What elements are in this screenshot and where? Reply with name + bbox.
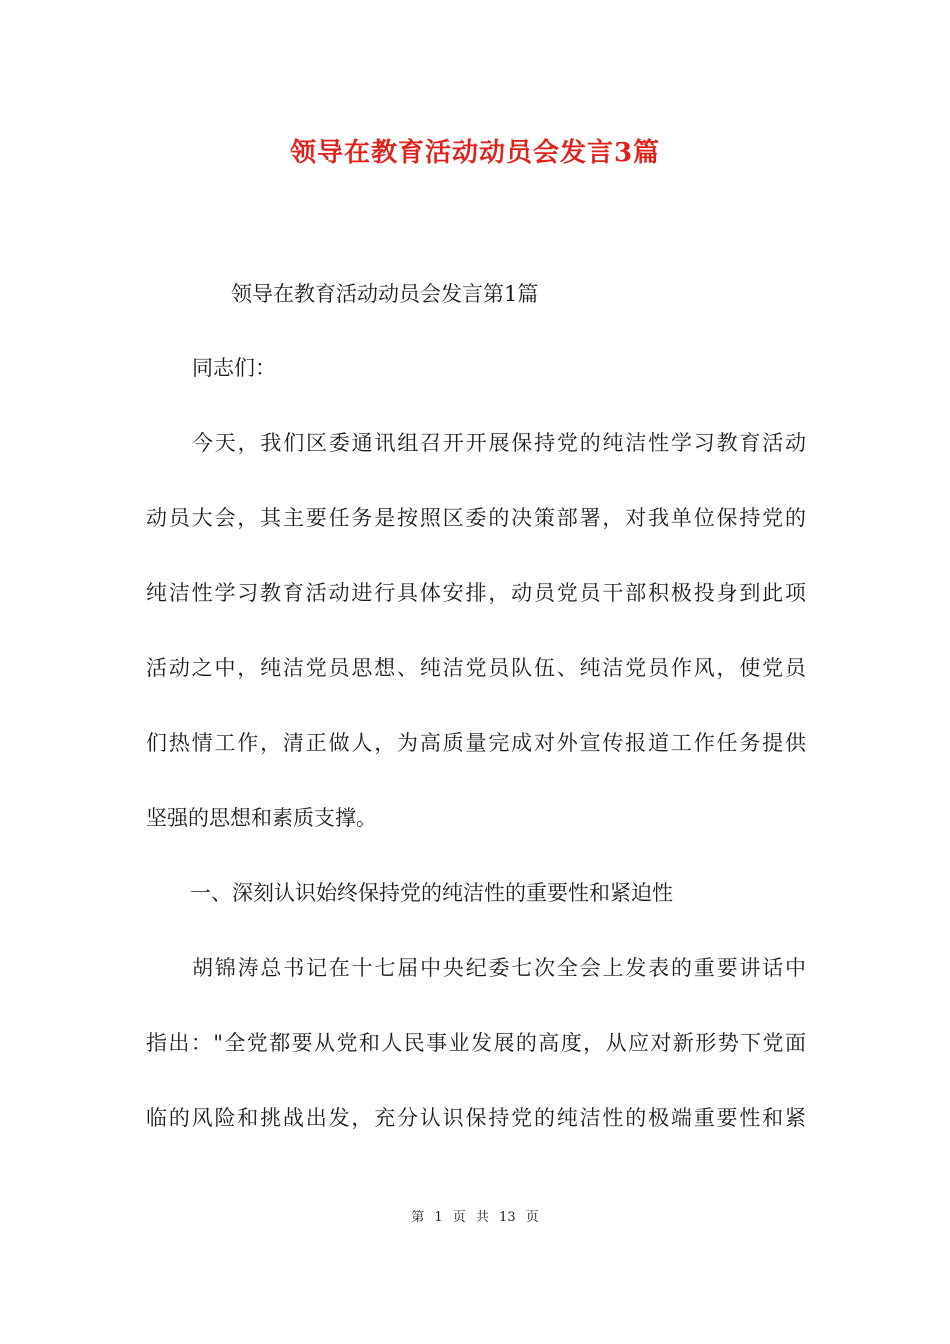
salutation: 同志们：: [192, 356, 276, 380]
paragraph-1: [146, 427, 806, 877]
paragraph-line: 指出："全党都要从党和人民事业发展的高度，从应对新形势下党面: [146, 1031, 806, 1055]
document-title: 领导在教育活动动员会发言3篇: [289, 138, 661, 168]
paragraph-line: 动员大会，其主要任务是按照区委的决策部署，对我单位保持党的: [146, 506, 806, 530]
section-heading-1: 一、深刻认识始终保持党的纯洁性的重要性和紧迫性: [190, 881, 673, 905]
paragraph-line: 胡锦涛总书记在十七届中央纪委七次全会上发表的重要讲话中: [192, 956, 806, 980]
page-footer: 第 1 页 共 13 页: [411, 1210, 539, 1225]
paragraph-line: 今天，我们区委通讯组召开开展保持党的纯洁性学习教育活动: [192, 431, 806, 455]
paragraph-line: 坚强的思想和素质支撑。: [146, 806, 377, 830]
paragraph-line: 们热情工作，清正做人，为高质量完成对外宣传报道工作任务提供: [146, 731, 806, 755]
paragraph-2: [146, 952, 806, 1177]
paragraph-line: 活动之中，纯洁党员思想、纯洁党员队伍、纯洁党员作风，使党员: [146, 656, 806, 680]
section-subtitle: 领导在教育活动动员会发言第1篇: [231, 282, 539, 306]
paragraph-line: 临的风险和挑战出发，充分认识保持党的纯洁性的极端重要性和紧: [146, 1106, 806, 1130]
paragraph-line: 纯洁性学习教育活动进行具体安排，动员党员干部积极投身到此项: [146, 581, 806, 605]
